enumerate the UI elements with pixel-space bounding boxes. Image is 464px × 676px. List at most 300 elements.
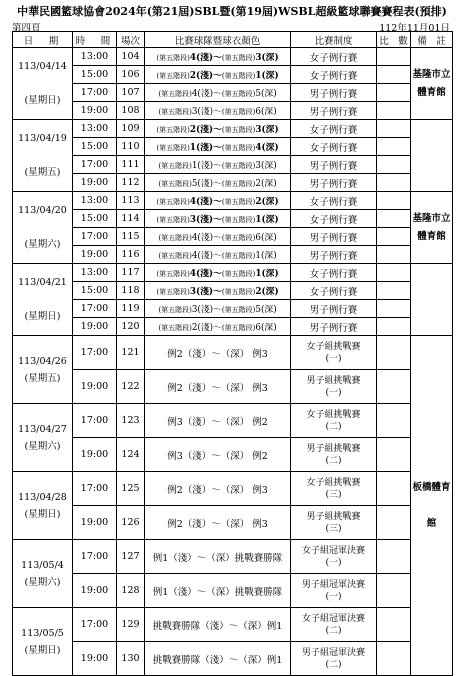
table-row <box>13 336 453 370</box>
home-team: 4(淺) <box>191 233 214 243</box>
score-cell <box>377 174 411 192</box>
matchup-cell: 挑戰賽勝隊（淺）～（深）例1 <box>145 642 291 676</box>
game-number-cell: 122 <box>117 370 145 404</box>
away-team: 6(深) <box>255 323 277 333</box>
matchup-cell: 例3（淺）～（深） 例2 <box>145 438 291 472</box>
time-cell: 19:00 <box>73 246 117 264</box>
stage-label: (第五階段) <box>221 324 256 332</box>
matchup-cell <box>145 120 291 138</box>
game-number-cell: 111 <box>117 156 145 174</box>
game-number-cell: 108 <box>117 102 145 120</box>
system-line: (一) <box>325 591 342 602</box>
score-cell <box>377 438 411 472</box>
table-row <box>13 540 453 574</box>
score-cell <box>377 156 411 174</box>
system-line: (二) <box>325 455 342 466</box>
matchup-cell <box>145 174 291 192</box>
versus-separator: ～ <box>213 269 222 279</box>
away-team: 1(深) <box>255 251 277 261</box>
system-cell: 女子例行賽 <box>291 138 377 156</box>
col-game-header: 場次 <box>117 32 145 48</box>
game-number-cell: 114 <box>117 210 145 228</box>
weekday-text: (星期六) <box>24 576 61 588</box>
matchup-cell <box>145 48 291 66</box>
time-cell: 17:00 <box>73 404 117 438</box>
score-cell <box>377 318 411 336</box>
stage-label: (第五階段) <box>221 90 256 98</box>
date-cell <box>13 608 73 676</box>
score-cell <box>377 84 411 102</box>
time-cell: 15:00 <box>73 282 117 300</box>
score-cell <box>377 506 411 540</box>
versus-separator: ～ <box>213 53 222 63</box>
venue-line: 體育館 <box>417 86 446 98</box>
weekday-text: (星期五) <box>24 167 61 178</box>
system-cell <box>291 438 377 472</box>
table-row <box>13 174 453 192</box>
stage-label: (第五階段) <box>158 108 192 116</box>
home-team: 4(淺) <box>191 251 214 261</box>
system-cell <box>291 642 377 676</box>
game-number-cell: 116 <box>117 246 145 264</box>
system-cell: 男子例行賽 <box>291 84 377 102</box>
home-team: 4(淺) <box>189 269 214 279</box>
system-cell <box>291 506 377 540</box>
weekday-text: (星期日) <box>24 644 61 656</box>
home-team: 3(淺) <box>189 287 214 297</box>
versus-separator: ～ <box>213 215 222 225</box>
venue-line: 館 <box>426 517 437 529</box>
system-cell <box>291 336 377 370</box>
venue-cell <box>411 264 453 336</box>
time-cell: 19:00 <box>73 574 117 608</box>
table-row <box>13 246 453 264</box>
system-line: (二) <box>325 659 342 670</box>
system-cell: 女子例行賽 <box>291 282 377 300</box>
date-cell <box>13 48 73 120</box>
venue-cell <box>411 192 453 264</box>
table-row <box>13 300 453 318</box>
time-cell: 17:00 <box>73 608 117 642</box>
versus-separator: ～ <box>213 251 222 261</box>
stage-label: (第五階段) <box>221 162 256 170</box>
col-date-header: 日 期 <box>13 32 73 48</box>
game-number-cell: 109 <box>117 120 145 138</box>
stage-label: (第五階段) <box>221 252 256 260</box>
table-row <box>13 120 453 138</box>
stage-label: (第五階段) <box>221 126 256 134</box>
stage-label: (第五階段) <box>221 288 256 296</box>
table-row <box>13 210 453 228</box>
col-note-header: 備 註 <box>411 32 453 48</box>
system-cell <box>291 574 377 608</box>
table-row <box>13 642 453 676</box>
away-team: 4(深) <box>255 143 279 153</box>
date-cell <box>13 472 73 540</box>
col-score-header: 比 數 <box>377 32 411 48</box>
system-cell: 女子例行賽 <box>291 66 377 84</box>
system-cell: 女子例行賽 <box>291 48 377 66</box>
system-cell <box>291 404 377 438</box>
date-cell <box>13 336 73 404</box>
game-number-cell: 129 <box>117 608 145 642</box>
versus-separator: ～ <box>213 161 222 171</box>
page-number: 第四頁 <box>12 23 41 34</box>
weekday-text: (星期日) <box>24 95 61 106</box>
table-row <box>13 608 453 642</box>
time-cell: 17:00 <box>73 472 117 506</box>
system-line: 男子組冠軍決賽 <box>301 647 365 658</box>
col-teams-header: 比賽球隊暨球衣顏色 <box>145 32 291 48</box>
date-cell <box>13 264 73 336</box>
score-cell <box>377 66 411 84</box>
table-row <box>13 156 453 174</box>
schedule-body <box>13 48 453 676</box>
game-number-cell: 121 <box>117 336 145 370</box>
date-cell <box>13 120 73 192</box>
score-cell <box>377 370 411 404</box>
home-team: 2(淺) <box>191 323 214 333</box>
table-row <box>13 318 453 336</box>
score-cell <box>377 404 411 438</box>
system-line: 男子組挑戰賽 <box>306 443 361 454</box>
matchup-cell <box>145 138 291 156</box>
date-text: 113/05/4 <box>21 559 64 571</box>
game-number-cell: 117 <box>117 264 145 282</box>
game-number-cell: 118 <box>117 282 145 300</box>
versus-separator: ～ <box>213 71 222 81</box>
matchup-cell <box>145 264 291 282</box>
score-cell <box>377 120 411 138</box>
score-cell <box>377 246 411 264</box>
table-row <box>13 438 453 472</box>
date-text: 113/04/28 <box>18 491 67 503</box>
time-cell: 13:00 <box>73 264 117 282</box>
table-row <box>13 472 453 506</box>
game-number-cell: 107 <box>117 84 145 102</box>
stage-label: (第五階段) <box>156 198 190 206</box>
weekday-text: (星期五) <box>24 372 61 384</box>
date-text: 113/04/14 <box>18 61 67 72</box>
table-row <box>13 228 453 246</box>
table-row <box>13 574 453 608</box>
stage-label: (第五階段) <box>158 180 192 188</box>
stage-label: (第五階段) <box>221 180 256 188</box>
score-cell <box>377 210 411 228</box>
system-line: (二) <box>325 421 342 432</box>
home-team: 4(淺) <box>189 53 214 63</box>
versus-separator: ～ <box>213 107 222 117</box>
score-cell <box>377 48 411 66</box>
away-team: 6(深) <box>255 233 277 243</box>
col-system-header: 比賽制度 <box>291 32 377 48</box>
home-team: 3(淺) <box>191 305 214 315</box>
home-team: 5(淺) <box>191 179 214 189</box>
stage-label: (第五階段) <box>156 54 190 62</box>
table-row <box>13 282 453 300</box>
date-cell <box>13 404 73 472</box>
home-team: 1(淺) <box>189 143 214 153</box>
time-cell: 13:00 <box>73 48 117 66</box>
game-number-cell: 126 <box>117 506 145 540</box>
time-cell: 19:00 <box>73 438 117 472</box>
away-team: 3(深) <box>255 53 279 63</box>
system-cell <box>291 608 377 642</box>
system-line: 男子組冠軍決賽 <box>301 579 365 590</box>
stage-label: (第五階段) <box>158 324 192 332</box>
system-cell: 男子例行賽 <box>291 246 377 264</box>
score-cell <box>377 192 411 210</box>
time-cell: 15:00 <box>73 210 117 228</box>
table-row <box>13 66 453 84</box>
system-line: 女子組挑戰賽 <box>306 409 361 420</box>
schedule-table <box>12 31 453 676</box>
game-number-cell: 127 <box>117 540 145 574</box>
game-number-cell: 113 <box>117 192 145 210</box>
table-row <box>13 264 453 282</box>
matchup-cell <box>145 66 291 84</box>
time-cell: 13:00 <box>73 120 117 138</box>
time-cell: 17:00 <box>73 84 117 102</box>
col-time-header: 時 間 <box>73 32 117 48</box>
stage-label: (第五階段) <box>221 54 256 62</box>
home-team: 3(淺) <box>191 107 214 117</box>
stage-label: (第五階段) <box>221 306 256 314</box>
time-cell: 17:00 <box>73 156 117 174</box>
matchup-cell <box>145 102 291 120</box>
home-team: 4(淺) <box>189 197 214 207</box>
game-number-cell: 106 <box>117 66 145 84</box>
system-cell: 女子例行賽 <box>291 210 377 228</box>
game-number-cell: 123 <box>117 404 145 438</box>
matchup-cell: 例1（淺）～（深）挑戰賽勝隊 <box>145 540 291 574</box>
score-cell <box>377 642 411 676</box>
date-text: 113/04/19 <box>18 133 67 144</box>
time-cell: 13:00 <box>73 192 117 210</box>
matchup-cell <box>145 228 291 246</box>
matchup-cell: 挑戰賽勝隊（淺）～（深）例1 <box>145 608 291 642</box>
venue-line: 體育館 <box>417 230 446 242</box>
game-number-cell: 110 <box>117 138 145 156</box>
system-cell: 男子例行賽 <box>291 300 377 318</box>
date-cell <box>13 540 73 608</box>
game-number-cell: 120 <box>117 318 145 336</box>
away-team: 2(深) <box>255 287 279 297</box>
matchup-cell <box>145 156 291 174</box>
system-cell: 男子例行賽 <box>291 318 377 336</box>
versus-separator: ～ <box>213 89 222 99</box>
score-cell <box>377 264 411 282</box>
score-cell <box>377 472 411 506</box>
stage-label: (第五階段) <box>221 270 256 278</box>
date-text: 113/05/5 <box>21 627 64 639</box>
table-row <box>13 48 453 66</box>
stage-label: (第五階段) <box>221 216 256 224</box>
stage-label: (第五階段) <box>158 234 192 242</box>
system-cell: 男子例行賽 <box>291 156 377 174</box>
game-number-cell: 112 <box>117 174 145 192</box>
score-cell <box>377 228 411 246</box>
versus-separator: ～ <box>213 305 222 315</box>
game-number-cell: 115 <box>117 228 145 246</box>
matchup-cell: 例1（淺）～（深）挑戰賽勝隊 <box>145 574 291 608</box>
score-cell <box>377 608 411 642</box>
date-text: 113/04/21 <box>18 277 67 288</box>
game-number-cell: 125 <box>117 472 145 506</box>
stage-label: (第五階段) <box>158 306 192 314</box>
matchup-cell <box>145 318 291 336</box>
score-cell <box>377 138 411 156</box>
time-cell: 19:00 <box>73 102 117 120</box>
system-line: (三) <box>325 489 342 500</box>
stage-label: (第五階段) <box>156 144 190 152</box>
matchup-cell: 例3（淺）～（深） 例2 <box>145 404 291 438</box>
home-team: 3(淺) <box>189 215 214 225</box>
score-cell <box>377 102 411 120</box>
time-cell: 15:00 <box>73 66 117 84</box>
time-cell: 19:00 <box>73 174 117 192</box>
venue-cell <box>411 48 453 120</box>
time-cell: 19:00 <box>73 318 117 336</box>
venue-line: 基隆市立 <box>412 212 451 224</box>
time-cell: 17:00 <box>73 300 117 318</box>
game-number-cell: 119 <box>117 300 145 318</box>
away-team: 2(深) <box>255 197 279 207</box>
time-cell: 19:00 <box>73 642 117 676</box>
system-cell <box>291 540 377 574</box>
table-row <box>13 404 453 438</box>
versus-separator: ～ <box>213 143 222 153</box>
home-team: 2(淺) <box>189 125 214 135</box>
away-team: 1(深) <box>255 71 279 81</box>
game-number-cell: 130 <box>117 642 145 676</box>
date-text: 113/04/20 <box>18 205 67 216</box>
system-line: 女子組冠軍決賽 <box>301 545 365 556</box>
matchup-cell <box>145 192 291 210</box>
table-row <box>13 84 453 102</box>
system-cell: 男子例行賽 <box>291 228 377 246</box>
system-line: 女子組挑戰賽 <box>306 341 361 352</box>
table-row <box>13 506 453 540</box>
system-cell: 男子例行賽 <box>291 102 377 120</box>
away-team: 1(深) <box>255 215 279 225</box>
versus-separator: ～ <box>213 233 222 243</box>
stage-label: (第五階段) <box>158 252 192 260</box>
venue-line: 基隆市立 <box>412 68 451 80</box>
system-line: 女子組挑戰賽 <box>306 477 361 488</box>
system-cell <box>291 370 377 404</box>
system-line: 女子組冠軍決賽 <box>301 613 365 624</box>
time-cell: 15:00 <box>73 138 117 156</box>
system-line: (三) <box>325 523 342 534</box>
system-line: (一) <box>325 353 342 364</box>
away-team: 6(深) <box>255 107 277 117</box>
stage-label: (第五階段) <box>221 108 256 116</box>
matchup-cell: 例2（淺）～（深） 例3 <box>145 336 291 370</box>
weekday-text: (星期日) <box>24 311 61 322</box>
system-line: 男子組挑戰賽 <box>306 375 361 386</box>
table-row <box>13 138 453 156</box>
matchup-cell <box>145 246 291 264</box>
stage-label: (第五階段) <box>156 288 190 296</box>
away-team: 5(深) <box>255 305 277 315</box>
versus-separator: ～ <box>213 179 222 189</box>
away-team: 1(深) <box>255 269 279 279</box>
system-line: (一) <box>325 557 342 568</box>
away-team: 3(深) <box>255 161 277 171</box>
stage-label: (第五階段) <box>221 144 256 152</box>
time-cell: 17:00 <box>73 540 117 574</box>
score-cell <box>377 282 411 300</box>
away-team: 5(深) <box>255 89 277 99</box>
table-row <box>13 102 453 120</box>
time-cell: 19:00 <box>73 506 117 540</box>
away-team: 2(深) <box>255 179 277 189</box>
matchup-cell <box>145 282 291 300</box>
game-number-cell: 128 <box>117 574 145 608</box>
stage-label: (第五階段) <box>221 198 256 206</box>
date-cell <box>13 192 73 264</box>
print-date: 112年11月01日 <box>379 23 450 34</box>
matchup-cell <box>145 300 291 318</box>
system-cell: 男子例行賽 <box>291 174 377 192</box>
time-cell: 17:00 <box>73 228 117 246</box>
stage-label: (第五階段) <box>158 90 192 98</box>
stage-label: (第五階段) <box>221 72 256 80</box>
weekday-text: (星期六) <box>24 239 61 250</box>
matchup-cell <box>145 84 291 102</box>
system-line: (一) <box>325 387 342 398</box>
score-cell <box>377 574 411 608</box>
matchup-cell <box>145 210 291 228</box>
stage-label: (第五階段) <box>156 72 190 80</box>
home-team: 2(淺) <box>189 71 214 81</box>
versus-separator: ～ <box>213 323 222 333</box>
page-title: 中華民國籃球協會2024年(第21屆)SBL暨(第19屆)WSBL超級籃球聯賽賽程表(預排) <box>17 5 447 18</box>
matchup-cell: 例2（淺）～（深） 例3 <box>145 472 291 506</box>
stage-label: (第五階段) <box>156 270 190 278</box>
score-cell <box>377 300 411 318</box>
versus-separator: ～ <box>213 197 222 207</box>
time-cell: 19:00 <box>73 370 117 404</box>
venue-line: 板橋體育 <box>412 481 451 493</box>
versus-separator: ～ <box>213 125 222 135</box>
home-team: 1(淺) <box>191 161 214 171</box>
table-row <box>13 370 453 404</box>
header-row <box>13 32 453 48</box>
versus-separator: ～ <box>213 287 222 297</box>
table-row <box>13 192 453 210</box>
system-cell: 女子例行賽 <box>291 264 377 282</box>
stage-label: (第五階段) <box>158 162 192 170</box>
time-cell: 17:00 <box>73 336 117 370</box>
system-cell: 女子例行賽 <box>291 192 377 210</box>
stage-label: (第五階段) <box>156 126 190 134</box>
system-line: 男子組挑戰賽 <box>306 511 361 522</box>
system-line: (二) <box>325 625 342 636</box>
weekday-text: (星期日) <box>24 508 61 520</box>
matchup-cell: 例2（淺）～（深） 例3 <box>145 506 291 540</box>
score-cell <box>377 336 411 370</box>
stage-label: (第五階段) <box>156 216 190 224</box>
game-number-cell: 104 <box>117 48 145 66</box>
away-team: 3(深) <box>255 125 279 135</box>
score-cell <box>377 540 411 574</box>
system-cell: 女子例行賽 <box>291 120 377 138</box>
stage-label: (第五階段) <box>221 234 256 242</box>
venue-cell <box>411 120 453 192</box>
date-text: 113/04/26 <box>18 355 67 367</box>
